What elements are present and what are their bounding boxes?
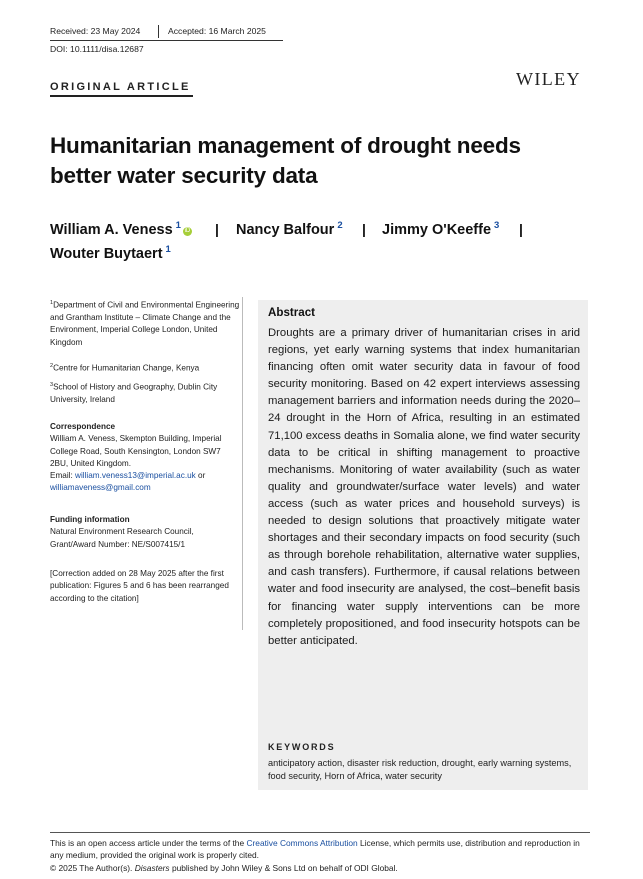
header-rule bbox=[50, 40, 283, 41]
creative-commons-link[interactable]: Creative Commons Attribution bbox=[246, 838, 358, 848]
email-link-2[interactable]: williamaveness@gmail.com bbox=[50, 483, 151, 493]
keywords-text: anticipatory action, disaster risk reduction, drought, early warning systems, food security, Horn of Africa, water security bbox=[268, 758, 572, 781]
affiliation: $^1$Department of Civil and Environmental Engineering and Grantham Institute – Climate Change and the Environment, Imperial College London, United Kingdom bbox=[50, 300, 240, 347]
author-separator: | bbox=[519, 221, 523, 237]
author-entry bbox=[382, 221, 499, 239]
doi[interactable]: DOI: 10.1111/disa.12687 bbox=[50, 44, 144, 54]
author-separator: | bbox=[215, 221, 219, 237]
received-date: Received: 23 May 2024 bbox=[50, 26, 141, 36]
column-divider bbox=[242, 297, 243, 630]
correspondence-block bbox=[50, 421, 240, 495]
keywords-heading: KEYWORDS bbox=[268, 742, 336, 752]
wiley-logo: WILEY bbox=[516, 69, 581, 89]
article-title: Humanitarian management of drought needs better water security data bbox=[50, 133, 521, 188]
author-line-2 bbox=[50, 245, 171, 263]
author-name[interactable]: William A. Veness bbox=[50, 222, 173, 238]
author-affiliation-mark[interactable]: 1 bbox=[175, 220, 181, 231]
correction-note: [Correction added on 28 May 2025 after the first publication: Figures 5 and 6 has been rearranged according to the citation] bbox=[50, 569, 229, 603]
copyright-post: published by John Wiley & Sons Ltd on behalf of ODI Global. bbox=[171, 862, 398, 873]
email-label: Email: bbox=[50, 471, 73, 481]
orcid-icon[interactable]: iD bbox=[184, 228, 191, 234]
abstract-text: Droughts are a primary driver of humanitarian crises in arid regions, yet early warning systems that index humanitarian financing often omit water security data in favour of food security monitoring. Based on 42 expert interviews assessing management barriers and information needs during the 2020–24 drought in the Horn of Africa, resulting in an estimated 71,100 excess deaths in Somalia alone, we find water security data to be critical in shifting management to proactive mechanisms. Monitoring of water availability (such as water quality and groundwater/surface water levels) and water access (such as water prices and household surveys) is needed to design solutions that proactively mitigate water shortages and their secondary impacts on food security (such as through borehole rehabilitation, alternative water supplies, and cash transfers). Furthermore, if causal relations between water and food insecurity are analysed, the cost–benefit basis for financing water supply interventions can be more completely propositioned, and food insecurity hotspots can be better anticipated. bbox=[268, 327, 580, 647]
author-affiliation-mark[interactable]: 3 bbox=[494, 220, 500, 231]
affiliation: $^3$School of History and Geography, Dublin City University, Ireland bbox=[50, 382, 218, 405]
author-entry bbox=[236, 221, 343, 239]
author-line-1 bbox=[50, 221, 192, 239]
author-affiliation-mark[interactable]: 2 bbox=[337, 220, 343, 231]
funding-heading: Funding information bbox=[50, 515, 130, 524]
funding-text: Natural Environment Research Council, Grant/Award Number: NE/S007415/1 bbox=[50, 527, 194, 549]
article-type-underline bbox=[50, 95, 193, 97]
license-text-post: License, which permits use, distribution and reproduction in any medium, provided the original work is properly cited. bbox=[50, 838, 580, 861]
author-separator: | bbox=[362, 221, 366, 237]
email-link-1[interactable]: william.veness13@imperial.ac.uk bbox=[75, 471, 196, 481]
author-name[interactable]: Nancy Balfour bbox=[236, 222, 335, 238]
abstract-heading: Abstract bbox=[268, 306, 316, 319]
header-separator bbox=[158, 25, 159, 38]
author-affiliation-mark[interactable]: 1 bbox=[165, 244, 171, 255]
email-or: or bbox=[198, 471, 206, 481]
correspondence-heading: Correspondence bbox=[50, 422, 116, 431]
license-text-pre: This is an open access article under the terms of the bbox=[50, 838, 245, 848]
journal-name: Disasters bbox=[134, 862, 170, 873]
correspondence-address: William A. Veness, Skempton Building, Imperial College Road, South Kensington, London SW7 2BU, United Kingdom. bbox=[50, 434, 222, 468]
footer-rule bbox=[50, 832, 590, 833]
funding-block bbox=[50, 514, 240, 551]
copyright-pre: © 2025 The Author(s). bbox=[50, 862, 133, 873]
author-name[interactable]: Jimmy O'Keeffe bbox=[382, 222, 492, 238]
accepted-date: Accepted: 16 March 2025 bbox=[168, 26, 266, 36]
affiliation: $^2$Centre for Humanitarian Change, Kenya bbox=[50, 363, 200, 373]
footer bbox=[50, 837, 590, 874]
article-type: ORIGINAL ARTICLE bbox=[50, 81, 191, 93]
author-name[interactable]: Wouter Buytaert bbox=[50, 246, 163, 262]
